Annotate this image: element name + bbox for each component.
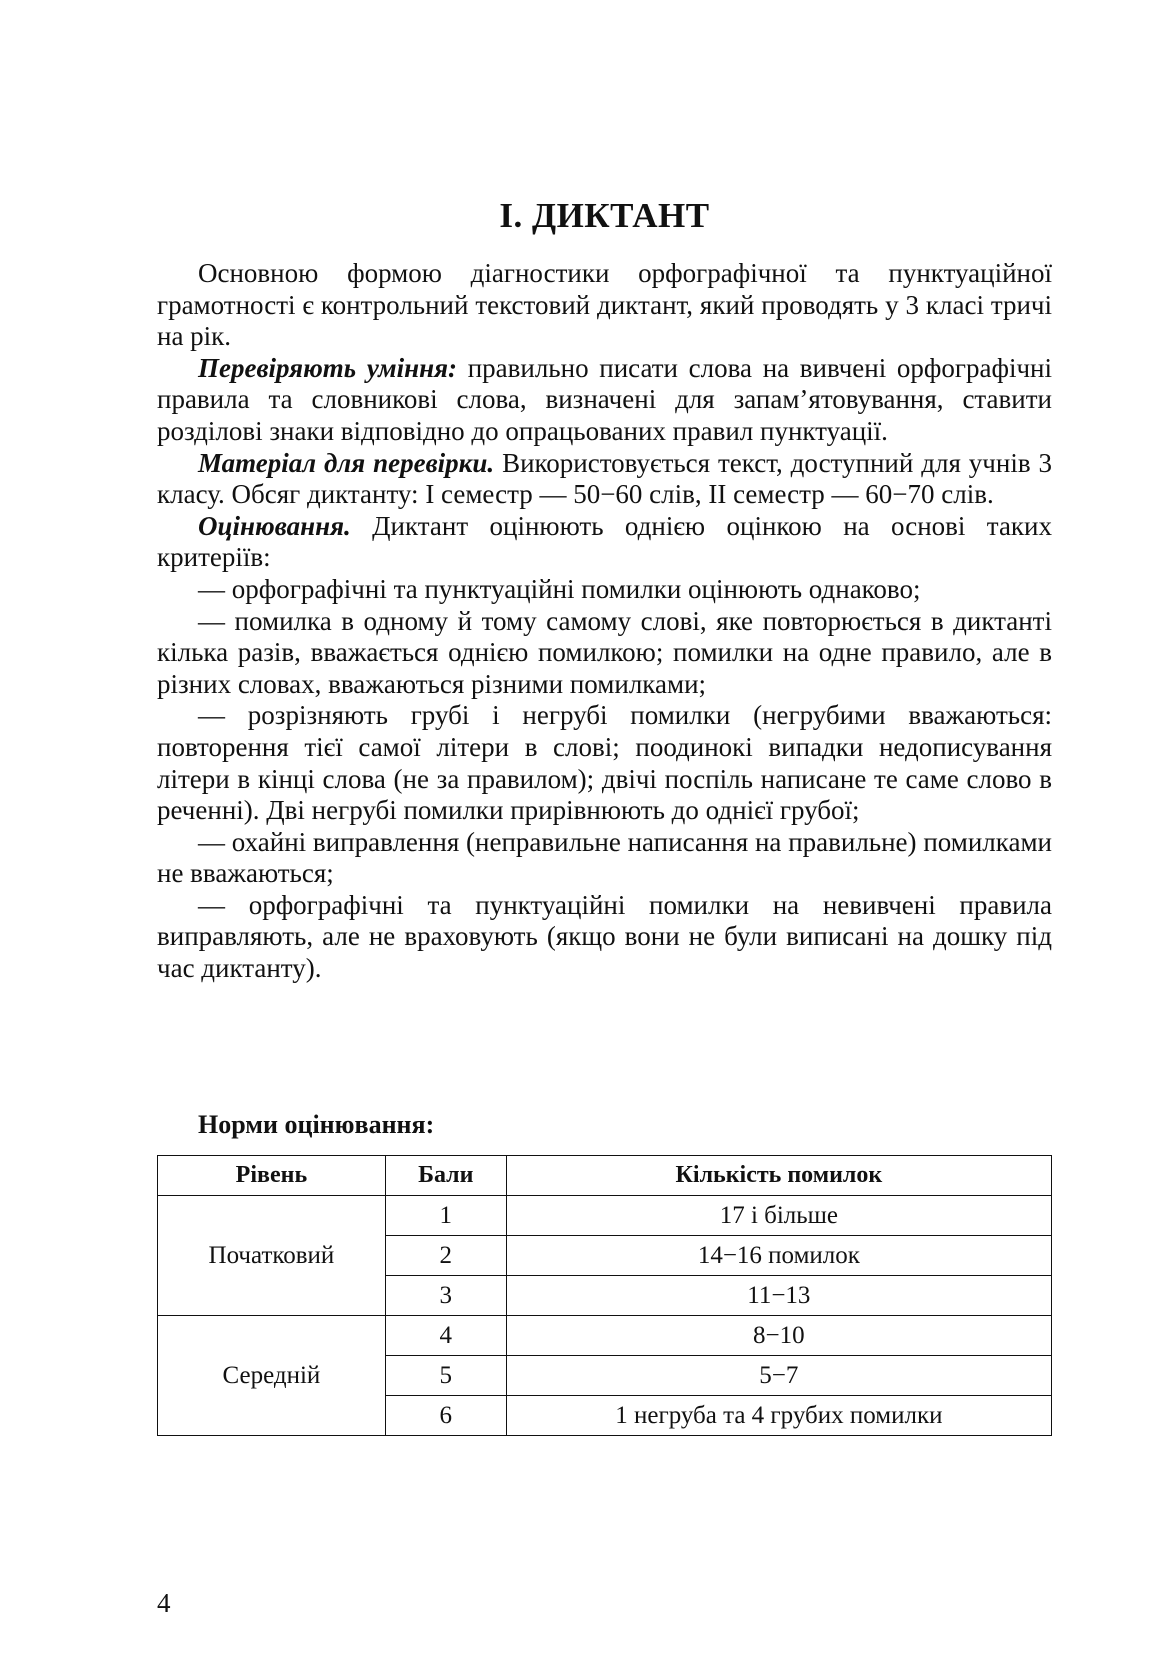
assessment-text: Диктант оцінюють однією оцінкою на основі таких критеріїв: xyxy=(157,510,1052,573)
table-header-row xyxy=(158,1156,1052,1196)
table-row xyxy=(158,1196,1052,1236)
score-cell: 4 xyxy=(385,1316,506,1356)
header-errors: Кількість помилок xyxy=(506,1156,1051,1196)
errors-cell: 17 і більше xyxy=(506,1196,1051,1236)
errors-cell: 5−7 xyxy=(506,1356,1051,1396)
score-cell: 5 xyxy=(385,1356,506,1396)
criterion-item: — орфографічні та пунктуаційні помилки на невивчені правила виправляють, але не враховують (якщо вони не були виписані на дошку під час диктанту). xyxy=(157,889,1052,984)
header-level: Рівень xyxy=(158,1156,386,1196)
skills-lead: Перевіряють уміння: xyxy=(198,352,458,383)
level-cell: Середній xyxy=(158,1316,386,1436)
criterion-item: — помилка в одному й тому самому слові, яке повторюється в диктанті кілька разів, вважається однією помилкою; помилки на одне правило, але в різних словах, вважаються різними помилками; xyxy=(157,605,1052,699)
errors-cell: 1 негруба та 4 грубих помилки xyxy=(506,1396,1051,1436)
assessment-paragraph xyxy=(157,511,1052,574)
score-cell: 3 xyxy=(385,1276,506,1316)
norms-table xyxy=(157,1155,1052,1436)
header-score: Бали xyxy=(385,1156,506,1196)
errors-cell: 8−10 xyxy=(506,1316,1051,1356)
level-cell: Початковий xyxy=(158,1196,386,1316)
errors-cell: 11−13 xyxy=(506,1276,1051,1316)
criterion-item: — орфографічні та пунктуаційні помилки оцінюють однаково; xyxy=(198,573,921,604)
table-row xyxy=(158,1316,1052,1356)
material-paragraph xyxy=(157,448,1052,511)
score-cell: 6 xyxy=(385,1396,506,1436)
material-text: Використовується текст, доступний для учнів 3 класу. Обсяг диктанту: І семестр — 50−60 слів, ІІ семестр — 60−70 слів. xyxy=(157,447,1052,510)
criterion-item: — розрізняють грубі і негрубі помилки (негрубими вважаються: повторення тієї самої літери в слові; поодинокі випадки недописування літери в кінці слова (не за правилом); двічі поспіль написане те саме слово в реченні). Дві негрубі помилки прирівнюють до однієї грубої; xyxy=(157,700,1052,826)
page-number: 4 xyxy=(157,1588,171,1618)
score-cell: 1 xyxy=(385,1196,506,1236)
score-cell: 2 xyxy=(385,1236,506,1276)
material-lead: Матеріал для перевірки. xyxy=(198,447,495,478)
skills-paragraph xyxy=(157,353,1052,448)
body-text xyxy=(157,258,1052,985)
section-title: І. ДИКТАНТ xyxy=(499,196,710,235)
errors-cell: 14−16 помилок xyxy=(506,1236,1051,1276)
criterion-item: — охайні виправлення (неправильне написання на правильне) помилками не вважаються; xyxy=(157,826,1052,889)
norms-heading: Норми оцінювання: xyxy=(198,1110,435,1139)
skills-text: правильно писати слова на вивчені орфографічні правила та словникові слова, визначені для запам’ятовування, ставити розділові знаки відповідно до опрацьованих правил пунктуації. xyxy=(157,352,1053,446)
assessment-lead: Оцінювання. xyxy=(198,510,351,541)
intro-paragraph: Основною формою діагностики орфографічної та пунктуаційної грамотності є контрольний текстовий диктант, який проводять у 3 класі тричі на рік. xyxy=(157,258,1052,352)
